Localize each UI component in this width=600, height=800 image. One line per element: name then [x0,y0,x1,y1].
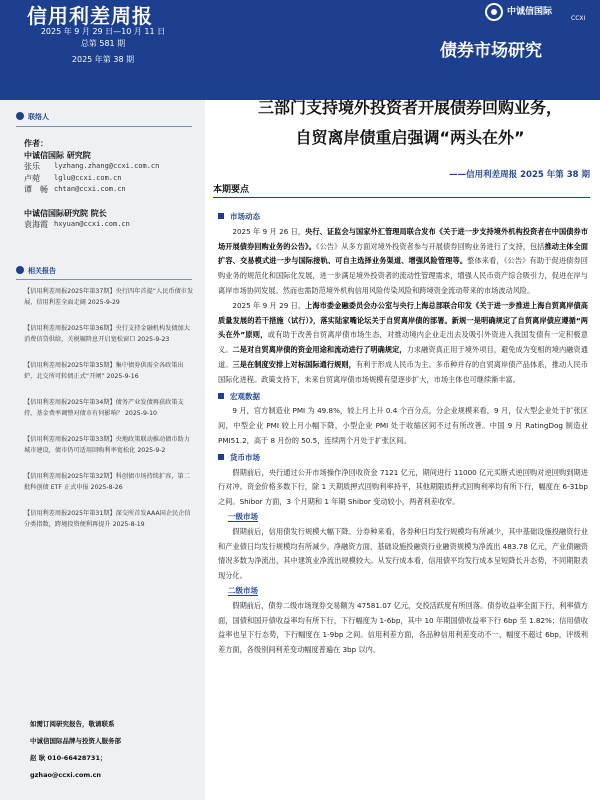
square-bullet-icon [218,393,224,399]
contact-heading: 联络人 [16,112,49,122]
paragraph: 假期前后，央行通过公开市场操作净回收资金 7121 亿元，期间进行 11000 亿元买断式逆回购对逆回购到期进行对冲。资金价格多数下行，除 1 天期质押式回购利率持平，其他期限质押式回购利率均有所下行，幅度在 6-31bp 之间。Shibor 方面，3 个月期和 1 年期 Shibor 变动较小，两者利差收窄。 [218,467,588,507]
contact-email[interactable]: gzhao@ccxi.com.cn [30,771,102,779]
report-header [0,0,600,100]
divider [213,197,590,198]
divider [16,126,192,127]
key-points-heading: 本期要点 [213,185,250,195]
paragraph: 9 月，官方制造业 PMI 为 49.8%，较上月上升 0.4 个百分点，分企业规模来看，9 月，仅大型企业处于扩张区间，中型企业 PMI 较上月小幅下降，小型企业 PMI 处于收缩区间不过有所改善。中国 9 月 RatingDog 制造业 PMI51.2，高于 8 月份的 50.5，连续两个月处于扩张区间。 [218,406,588,445]
author-email[interactable]: chtan@ccxi.com.cn [54,185,126,193]
author-row: 谭 畅 chtan@ccxi.com.cn [24,185,126,194]
logo-text-en: CCXI [571,15,586,22]
director-label: 中诚信国际研究院 院长 [24,208,107,218]
paragraph: 假期前后，债券二级市场现券交易额为 47581.07 亿元，交投活跃度有所回落。债券收益率全面下行，利率债方面，国债和国开债收益率均有所下行，下行幅度为 1-6bp，其中 10 年期国债收益率下行 6bp 至 1.82%；信用债收益率也呈下行态势，下行幅度在 1-9bp 之间。信用利差方面，各品种信用利差变动不一，幅度不超过 6bp，评级利差方面，各级别间利差变动幅度普遍在 3bp 以内。 [218,600,588,655]
authors-label: 作者： [24,139,48,148]
related-reports-list [24,287,196,546]
related-report-link[interactable]: 【信用利差周报2025年第37期】央行四年首提“人民币债市发展，信用利差全面走阔 2025-9-29 [24,288,194,306]
divider [16,279,192,280]
main-title-line1: 三部门支持境外投资者开展债券回购业务， [257,98,562,117]
ccxi-logo [485,3,595,25]
author-email[interactable]: lyzhang.zhang@ccxi.com.cn [54,162,160,170]
subscription-contact: 如需订阅研究报告，敬请联系 中诚信国际品牌与投资人服务部 赵 耿 010-66428731； gzhao@ccxi.com.cn [30,716,121,784]
person-icon [16,112,24,120]
related-report-link[interactable]: 【信用利差周报2025年第36期】央行支持金融机构发债加大消费信贷供给，关税辗降息开启宽松窗口 2025-9-23 [24,325,190,343]
related-reports-heading: 相关报告 [16,266,56,276]
related-report-link[interactable]: 【信用利差周报2025年第33期】央地政策联动推动债市助力城市建设，债市仍可适用回购利率宽松化 2025-9-2 [24,436,190,454]
section-heading-money-market: 货币市场 [218,451,588,466]
related-report-link[interactable]: 【信用利差周报2025年第35期】集中债券供需全各政策出炉，北交所可转债正式“开闸” 2025-9-16 [24,362,184,380]
paragraph: 2025 年 9 月 26 日，央行、证监会与国家外汇管理局联合发布《关于进一步支持境外机构投资者在中国债券市场开展债券回购业务的公告》。《公告》从多方面对境外投资者参与开展债券回购业务进行了支持，包括推动主体全面扩容、交易模式进一步与国际接轨、可自主选择业务渠道、增强风险管理等。整体来看，《公告》有助于促进债券回购业务的规范化和国际化发展，进一步满足境外投资者的流动性管理需求，增强人民币资产综合吸引力，促进在岸与离岸市场协同发展。然而也需防范境外机构信用风险传染风险和跨境资金流动带来的市场波动风险。 [218,226,588,295]
director-email[interactable]: hxyuan@ccxi.com.cn [54,220,130,228]
subtitle: ——信用利差周报 2025 年第 38 期 [449,170,590,180]
institute: 中诚信国际 研究院 [24,150,91,160]
date-range: 2025 年 9 月 29 日—10 月 11 日 [40,27,166,36]
author-row: 卢菀 lglu@ccxi.com.cn [24,173,122,183]
section-heading-macro: 宏观数据 [218,390,588,405]
related-report-link[interactable]: 【信用利差周报2025年第32期】科创债市场持续扩容，第二批科创债 ETF 正式申报 2025-8-26 [24,473,190,491]
section-title: 债券市场研究 [440,41,542,61]
related-report-link[interactable]: 【信用利差周报2025年第34期】债务产业发债再获政策支持，基金费率调整对债市有何影响？ 2025-9-10 [24,399,184,417]
section-heading-primary: 一级市场 [228,511,258,521]
report-title: 信用利差周报 [27,4,153,28]
main-title-line2: 自贸离岸债重启强调“两头在外” [295,128,525,147]
logo-text-cn: 中诚信国际 [507,7,553,17]
summary-content [218,208,588,658]
paragraph: 2025 年 9 月 29 日，上海市委金融委员会办公室与央行上海总部联合印发《关于进一步推进上海自贸离岸债高质量发展的若干措施（试行）》，落实陆家嘴论坛关于自贸离岸债的部署。新规一是明确规定了自贸离岸债应遵循“两头在外”原则，或有助于改善自贸离岸债市场生态，对推动境内企业走出去及吸引外资进入我国发债有一定积极意义。二是对自贸离岸债的资金用途和流动进行了明确规定，力求融资真正用于境外项目，避免成为变相的境内融资通道。三是在制度安排上对标国际通行规则，有利于形成人民币为主、多币种并存的自贸离岸债产品体系，推动人民币国际化进程。政策支持下，未来自贸离岸债市场规模有望逐步扩大，市场主体也可继续渐丰富。 [218,300,588,384]
related-report-link[interactable]: 【信用利差周报2025年第31期】深交所首发AAA国企民企信分类指数，跨境投资便利再提升 2025-8-19 [24,510,191,528]
author-block [24,138,199,231]
total-issue: 总第 581 期 [80,39,126,48]
document-icon [16,266,24,274]
director-row: 袁海霞 hxyuan@ccxi.com.cn [24,220,130,229]
section-heading-secondary: 二级市场 [228,585,258,595]
author-row: 张乐 lyzhang.zhang@ccxi.com.cn [24,162,160,171]
section-heading-market: 市场动态 [218,210,588,225]
square-bullet-icon [218,213,224,219]
square-bullet-icon [218,454,224,460]
logo-icon [485,3,503,21]
paragraph: 假期前后，信用债发行规模大幅下降。分券种来看，各券种日均发行规模均有所减少，其中基础设施投融资行业和产业债日均发行规模均有所减少。净融资方面，基础设施投融资行业融资规模为净流出 483.78 亿元，产业债融资情况多数为净流出，其中建筑业净流出规模较大。从发行成本看，信用债平均发行成本呈短降长升态势，不同期限表现分化。 [218,526,588,581]
author-email[interactable]: lglu@ccxi.com.cn [54,173,122,182]
issue-number: 2025 年第 38 期 [71,55,135,64]
